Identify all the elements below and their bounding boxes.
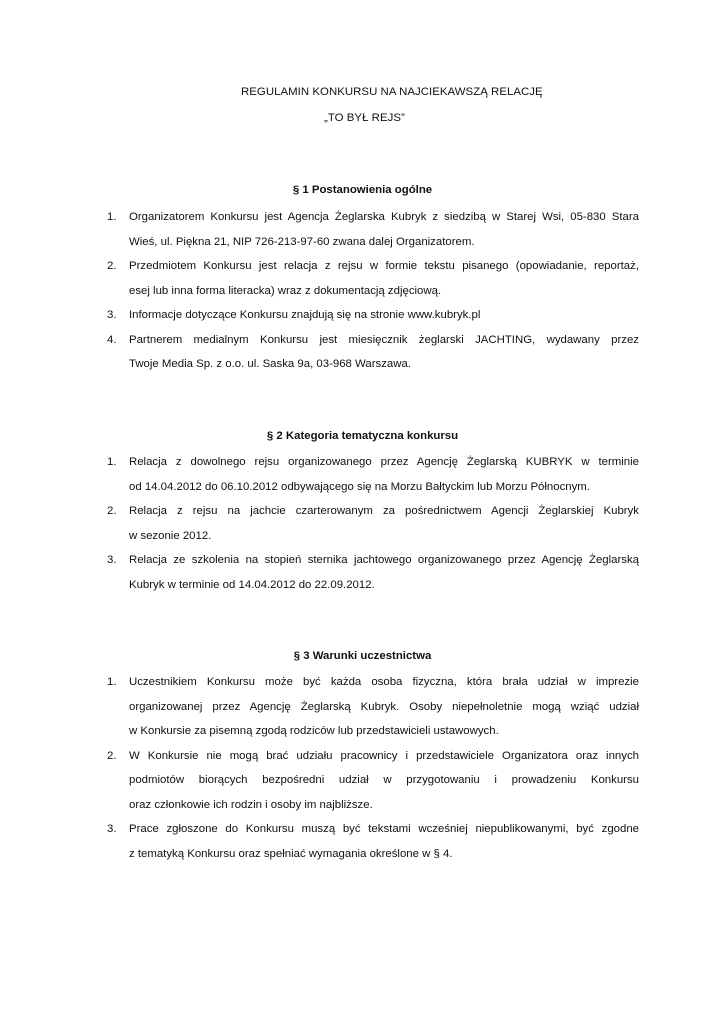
section-heading-1: § 1 Postanowienia ogólne: [292, 184, 433, 196]
document-subtitle: „TO BYŁ REJS”: [324, 112, 405, 124]
item-number: 2.: [107, 260, 117, 272]
item-text: [129, 548, 639, 597]
item-number: 1.: [107, 211, 117, 223]
item-number: 2.: [107, 505, 117, 517]
item-line: Informacje dotyczące Konkursu znajdują się na stronie www.kubryk.pl: [129, 309, 481, 321]
list-item: [107, 670, 639, 744]
list-item: [107, 303, 639, 328]
item-line: od 14.04.2012 do 06.10.2012 odbywającego się na Morzu Bałtyckim lub Morzu Północnym.: [129, 480, 590, 493]
item-number: 3.: [107, 309, 117, 321]
item-line: esej lub inna forma literacka) wraz z dokumentacją zdjęciową.: [129, 284, 442, 297]
list-item: [107, 254, 639, 303]
item-line: W Konkursie nie mogą brać udziału pracownicy i przedstawiciele Organizatora oraz innych: [129, 749, 639, 762]
item-line: Wieś, ul. Piękna 21, NIP 726-213-97-60 zwana dalej Organizatorem.: [129, 235, 475, 248]
item-text: [129, 499, 639, 548]
item-number: 1.: [107, 456, 117, 468]
item-number: 4.: [107, 333, 117, 346]
list-item: [107, 744, 639, 818]
list-item: [107, 205, 639, 254]
item-text: [129, 303, 639, 328]
item-line: podmiotów biorących bezpośredni udział w przygotowaniu i prowadzeniu Konkursu: [129, 774, 639, 786]
list-item: [107, 328, 639, 377]
item-line: Uczestnikiem Konkursu może być każda osoba fizyczna, która brała udział w imprezie: [129, 676, 639, 688]
item-number: 2.: [107, 749, 117, 762]
item-line: Twoje Media Sp. z o.o. ul. Saska 9a, 03-968 Warszawa.: [129, 358, 411, 370]
item-line: z tematyką Konkursu oraz spełniać wymagania określone w § 4.: [129, 847, 453, 860]
item-line: oraz członkowie ich rodzin i osoby im najbliższe.: [129, 798, 373, 811]
item-number: 3.: [107, 823, 117, 835]
section-heading-3: § 3 Warunki uczestnictwa: [293, 650, 432, 662]
section-heading-2: § 2 Kategoria tematyczna konkursu: [266, 430, 459, 442]
item-text: [129, 254, 639, 303]
document-title: REGULAMIN KONKURSU NA NAJCIEKAWSZĄ RELACJĘ: [241, 86, 543, 98]
item-line: Kubryk w terminie od 14.04.2012 do 22.09.2012.: [129, 578, 375, 591]
list-item: [107, 548, 639, 597]
item-line: Organizatorem Konkursu jest Agencja Żeglarska Kubryk z siedzibą w Starej Wsi, 05-830 Stara: [129, 211, 639, 223]
list-item: [107, 450, 639, 499]
item-line: Przedmiotem Konkursu jest relacja z rejsu w formie tekstu pisanego (opowiadanie, reportaż,: [129, 260, 639, 272]
item-text: [129, 817, 639, 866]
item-line: Partnerem medialnym Konkursu jest miesięcznik żeglarski JACHTING, wydawany przez: [129, 333, 639, 346]
item-line: organizowanej przez Agencję Żeglarską Kubryk. Osoby niepełnoletnie mogą wziąć udział: [129, 700, 639, 713]
list-item: [107, 817, 639, 866]
section-1-list: [107, 205, 639, 377]
item-text: [129, 205, 639, 254]
item-number: 3.: [107, 554, 117, 566]
section-3-list: [107, 670, 639, 866]
item-line: w sezonie 2012.: [129, 529, 212, 542]
item-line: Relacja z dowolnego rejsu organizowanego przez Agencję Żeglarską KUBRYK w terminie: [129, 456, 639, 468]
item-line: Relacja ze szkolenia na stopień sternika jachtowego organizowanego przez Agencję Żeglarską: [129, 554, 639, 566]
item-line: Relacja z rejsu na jachcie czarterowanym za pośrednictwem Agencji Żeglarskiej Kubryk: [129, 505, 639, 517]
item-number: 1.: [107, 676, 117, 688]
item-text: [129, 328, 639, 377]
item-text: [129, 450, 639, 499]
list-item: [107, 499, 639, 548]
item-text: [129, 670, 639, 744]
section-2-list: [107, 450, 639, 597]
item-line: Prace zgłoszone do Konkursu muszą być tekstami wcześniej niepublikowanymi, być zgodne: [129, 823, 639, 835]
item-text: [129, 744, 639, 818]
item-line: w Konkursie za pisemną zgodą rodziców lub przedstawicieli ustawowych.: [129, 725, 499, 737]
